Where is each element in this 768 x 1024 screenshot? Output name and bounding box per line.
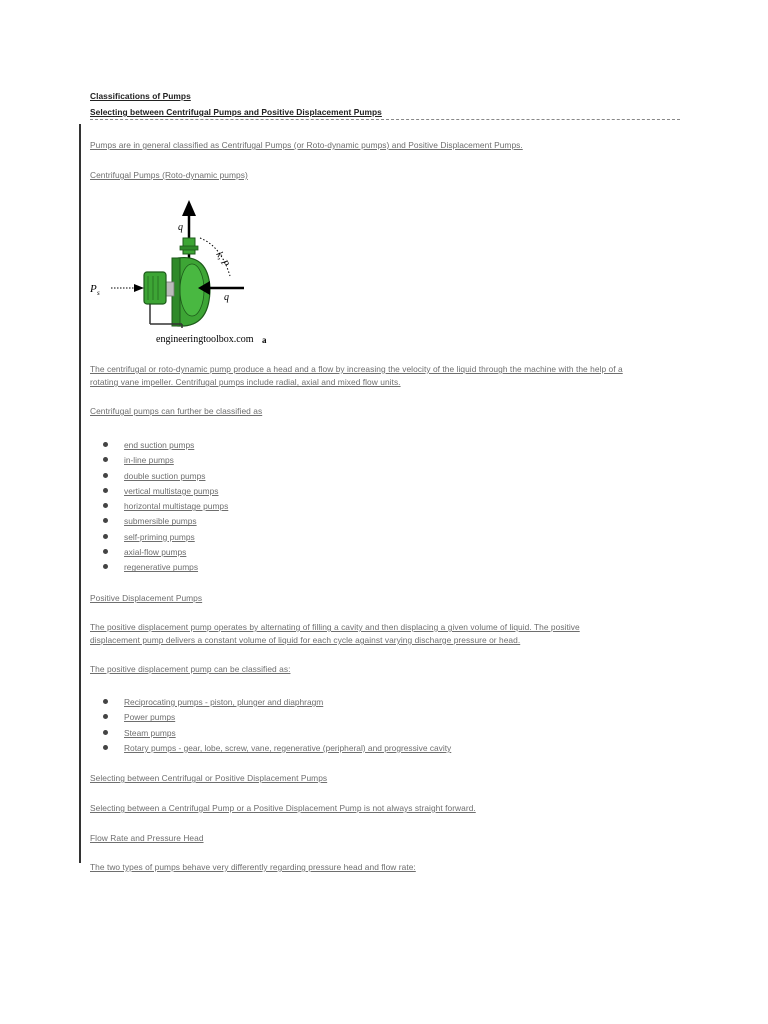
centrifugal-desc-line2: rotating vane impeller. Centrifugal pumps include radial, axial and mixed flow units. <box>90 377 401 387</box>
selecting-heading: Selecting between Centrifugal or Positive Displacement Pumps <box>90 773 328 783</box>
heading-selecting: Selecting between Centrifugal Pumps and Positive Displacement Pumps <box>90 107 382 117</box>
bullet-icon <box>103 564 108 569</box>
revision-bar <box>79 124 81 863</box>
selecting-desc: Selecting between a Centrifugal Pump or a Positive Displacement Pump is not always straight forward. <box>90 803 476 813</box>
head-label: k, P <box>213 250 231 269</box>
dashed-divider <box>90 119 680 120</box>
figure-caption-tail: a <box>262 335 267 345</box>
bullet-icon <box>103 745 108 750</box>
bullet-icon <box>103 473 108 478</box>
centrifugal-classified-intro: Centrifugal pumps can further be classified as <box>90 406 263 416</box>
pd-heading: Positive Displacement Pumps <box>90 593 203 603</box>
flow-label-right: q <box>224 292 229 303</box>
pump-illustration <box>86 196 286 356</box>
flow-label-top: q <box>178 222 183 233</box>
bullet-icon <box>103 699 108 704</box>
centrifugal-pump-figure <box>86 196 286 356</box>
intro-paragraph: Pumps are in general classified as Centrifugal Pumps (or Roto-dynamic pumps) and Positive Displacement Pumps. <box>90 140 523 150</box>
pd-classified-intro: The positive displacement pump can be classified as: <box>90 664 291 674</box>
bullet-icon <box>103 503 108 508</box>
bullet-icon <box>103 518 108 523</box>
power-label-subscript: s <box>97 289 100 297</box>
bullet-icon <box>103 442 108 447</box>
centrifugal-desc-line1: The centrifugal or roto-dynamic pump produce a head and a flow by increasing the velocity of the liquid through the machine with the help of a <box>90 364 623 374</box>
bullet-icon <box>103 457 108 462</box>
bullet-icon <box>103 730 108 735</box>
bullet-icon <box>103 549 108 554</box>
pd-desc-line2: displacement pump delivers a constant volume of liquid for each cycle against varying discharge pressure or head. <box>90 635 521 645</box>
bullet-icon <box>103 534 108 539</box>
power-label: P <box>90 283 97 295</box>
pd-desc-line1: The positive displacement pump operates by alternating of filling a cavity and then displacing a given volume of liquid. The positive <box>90 622 580 632</box>
document-page: Classifications of Pumps Selecting between Centrifugal Pumps and Positive Displacement Pumps Pumps are in general classified as Centrifugal Pumps (or Roto-dynamic pumps) and Positive Displacement Pumps. Centrifugal Pumps (Roto-dynamic pumps) q k, P P s q engineeringtoolbox.com a The centrifugal or roto-dynamic pump produce a head and a flow by increasing the velocity of the liquid through the machine with the help of a rotating vane impeller. Centrifugal pumps include radial, axial and mixed flow units. Centrifugal pumps can further be classified as end suction pumps in-line pumps double suction pumps vertical multistage pumps horizontal multistage pumps submersible pumps self-priming pumps axial-flow pumps regenerative pumps Positive Displacement Pumps The positive displacement pump operates by alternating of filling a cavity and then displacing a given volume of liquid. The positive displacement pump delivers a constant volume of liquid for each cycle against varying discharge pressure or head. The positive displacement pump can be classified as: Reciprocating pumps - piston, plunger and diaphragm Power pumps Steam pumps Rotary pumps - gear, lobe, screw, vane, regenerative (peripheral) and progressive cavity Selecting between Centrifugal or Positive Displacement Pumps Selecting between a Centrifugal Pump or a Positive Displacement Pump is not always straight forward. Flow Rate and Pressure Head The two types of pumps behave very differently regarding pressure head and flow rate: <box>0 0 768 1024</box>
heading-classifications: Classifications of Pumps <box>90 91 191 101</box>
bullet-icon <box>103 714 108 719</box>
centrifugal-heading: Centrifugal Pumps (Roto-dynamic pumps) <box>90 170 248 180</box>
flow-heading: Flow Rate and Pressure Head <box>90 833 204 843</box>
figure-caption: engineeringtoolbox.com <box>156 334 254 345</box>
bullet-icon <box>103 488 108 493</box>
flow-desc: The two types of pumps behave very differently regarding pressure head and flow rate: <box>90 862 416 872</box>
